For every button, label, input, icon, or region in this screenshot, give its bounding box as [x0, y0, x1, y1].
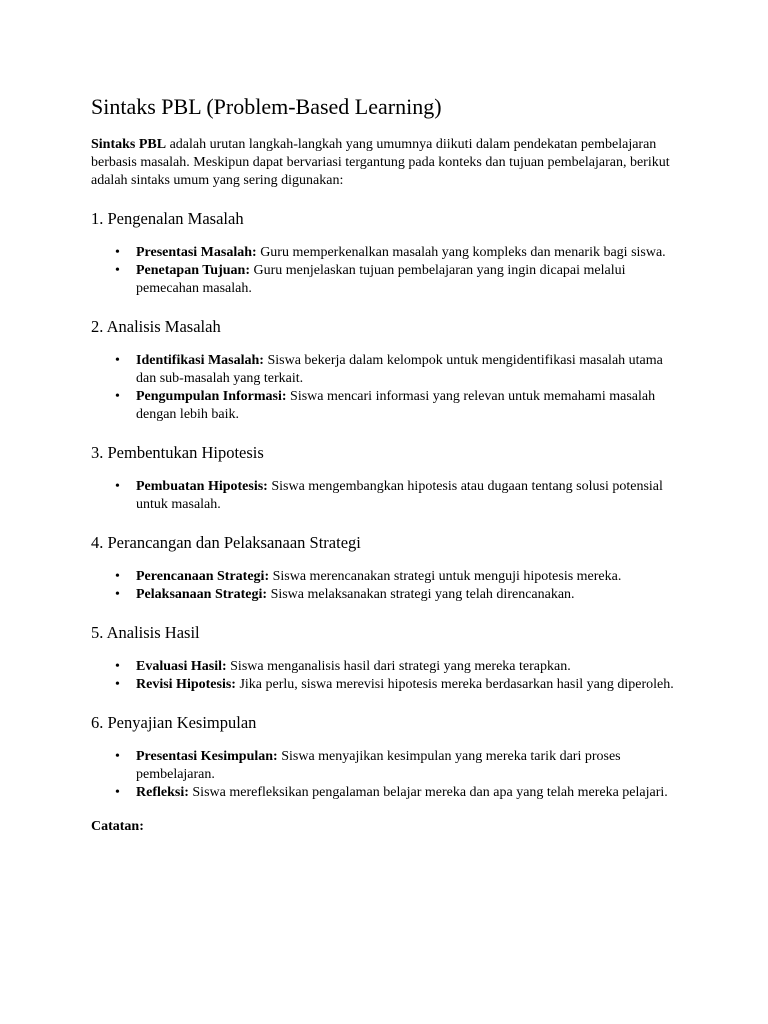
item-term: Pelaksanaan Strategi:: [136, 587, 268, 602]
intro-paragraph: [91, 136, 681, 190]
item-term: Presentasi Masalah:: [136, 245, 257, 260]
intro-text: adalah urutan langkah-langkah yang umumnya diikuti dalam pendekatan pembelajaran berbasis masalah. Meskipun dapat bervariasi tergantung pada konteks dan tujuan pembelajaran, berikut adalah sintaks umum yang sering digunakan:: [91, 137, 670, 188]
item-description: Siswa merefleksikan pengalaman belajar mereka dan apa yang telah mereka pelajari.: [188, 785, 668, 800]
list-item: [115, 388, 681, 424]
document-page: [91, 92, 681, 836]
section-4: [91, 532, 681, 604]
item-description: Siswa menganalisis hasil dari strategi yang mereka terapkan.: [226, 659, 571, 674]
section-3: [91, 442, 681, 514]
note-label-paragraph: [91, 818, 681, 836]
item-term: Revisi Hipotesis:: [136, 677, 236, 692]
bullet-icon: •: [115, 749, 120, 764]
bullet-icon: •: [115, 677, 120, 692]
item-description: Siswa mencari informasi yang relevan untuk memahami masalah dengan lebih baik.: [136, 389, 656, 422]
note-label: Catatan:: [91, 819, 144, 834]
item-description: Siswa menyajikan kesimpulan yang mereka tarik dari proses pembelajaran.: [136, 749, 621, 782]
list-item: [115, 352, 681, 388]
item-description: Siswa merencanakan strategi untuk menguji hipotesis mereka.: [269, 569, 622, 584]
list-item: [115, 676, 681, 694]
bullet-list: [91, 748, 681, 802]
item-description: Guru memperkenalkan masalah yang kompleks dan menarik bagi siswa.: [256, 245, 666, 260]
bullet-list: [91, 658, 681, 694]
section-heading: 1. Pengenalan Masalah: [91, 209, 244, 228]
item-term: Pengumpulan Informasi:: [136, 389, 287, 404]
item-description: Siswa melaksanakan strategi yang telah direncanakan.: [267, 587, 575, 602]
item-description: Siswa mengembangkan hipotesis atau dugaan tentang solusi potensial untuk masalah.: [136, 479, 663, 512]
sections-container: [91, 208, 681, 802]
section-heading: 5. Analisis Hasil: [91, 623, 200, 642]
item-description: Jika perlu, siswa merevisi hipotesis mereka berdasarkan hasil yang diperoleh.: [235, 677, 674, 692]
bullet-icon: •: [115, 785, 120, 800]
item-term: Evaluasi Hasil:: [136, 659, 227, 674]
bullet-icon: •: [115, 245, 120, 260]
list-item: [115, 568, 681, 586]
intro-bold-term: Sintaks PBL: [91, 137, 167, 152]
item-term: Identifikasi Masalah:: [136, 353, 264, 368]
bullet-list: [91, 352, 681, 424]
item-description: Siswa bekerja dalam kelompok untuk mengidentifikasi masalah utama dan sub-masalah yang terkait.: [136, 353, 663, 386]
bullet-icon: •: [115, 353, 120, 368]
bullet-list: [91, 244, 681, 298]
list-item: [115, 784, 681, 802]
item-term: Presentasi Kesimpulan:: [136, 749, 278, 764]
bullet-icon: •: [115, 479, 120, 494]
bullet-list: [91, 568, 681, 604]
section-heading: 2. Analisis Masalah: [91, 317, 221, 336]
item-term: Perencanaan Strategi:: [136, 569, 270, 584]
page-title: Sintaks PBL (Problem-Based Learning): [91, 94, 442, 119]
bullet-icon: •: [115, 659, 120, 674]
section-1: [91, 208, 681, 298]
list-item: [115, 262, 681, 298]
item-term: Pembuatan Hipotesis:: [136, 479, 268, 494]
list-item: [115, 244, 681, 262]
bullet-icon: •: [115, 389, 120, 404]
bullet-icon: •: [115, 263, 120, 278]
section-heading: 3. Pembentukan Hipotesis: [91, 443, 264, 462]
section-2: [91, 316, 681, 424]
item-term: Refleksi:: [136, 785, 189, 800]
section-heading: 6. Penyajian Kesimpulan: [91, 713, 257, 732]
bullet-icon: •: [115, 587, 120, 602]
item-description: Guru menjelaskan tujuan pembelajaran yang ingin dicapai melalui pemecahan masalah.: [136, 263, 626, 296]
section-6: [91, 712, 681, 802]
section-heading: 4. Perancangan dan Pelaksanaan Strategi: [91, 533, 361, 552]
list-item: [115, 586, 681, 604]
bullet-list: [91, 478, 681, 514]
list-item: [115, 658, 681, 676]
item-term: Penetapan Tujuan:: [136, 263, 250, 278]
bullet-icon: •: [115, 569, 120, 584]
list-item: [115, 478, 681, 514]
list-item: [115, 748, 681, 784]
section-5: [91, 622, 681, 694]
